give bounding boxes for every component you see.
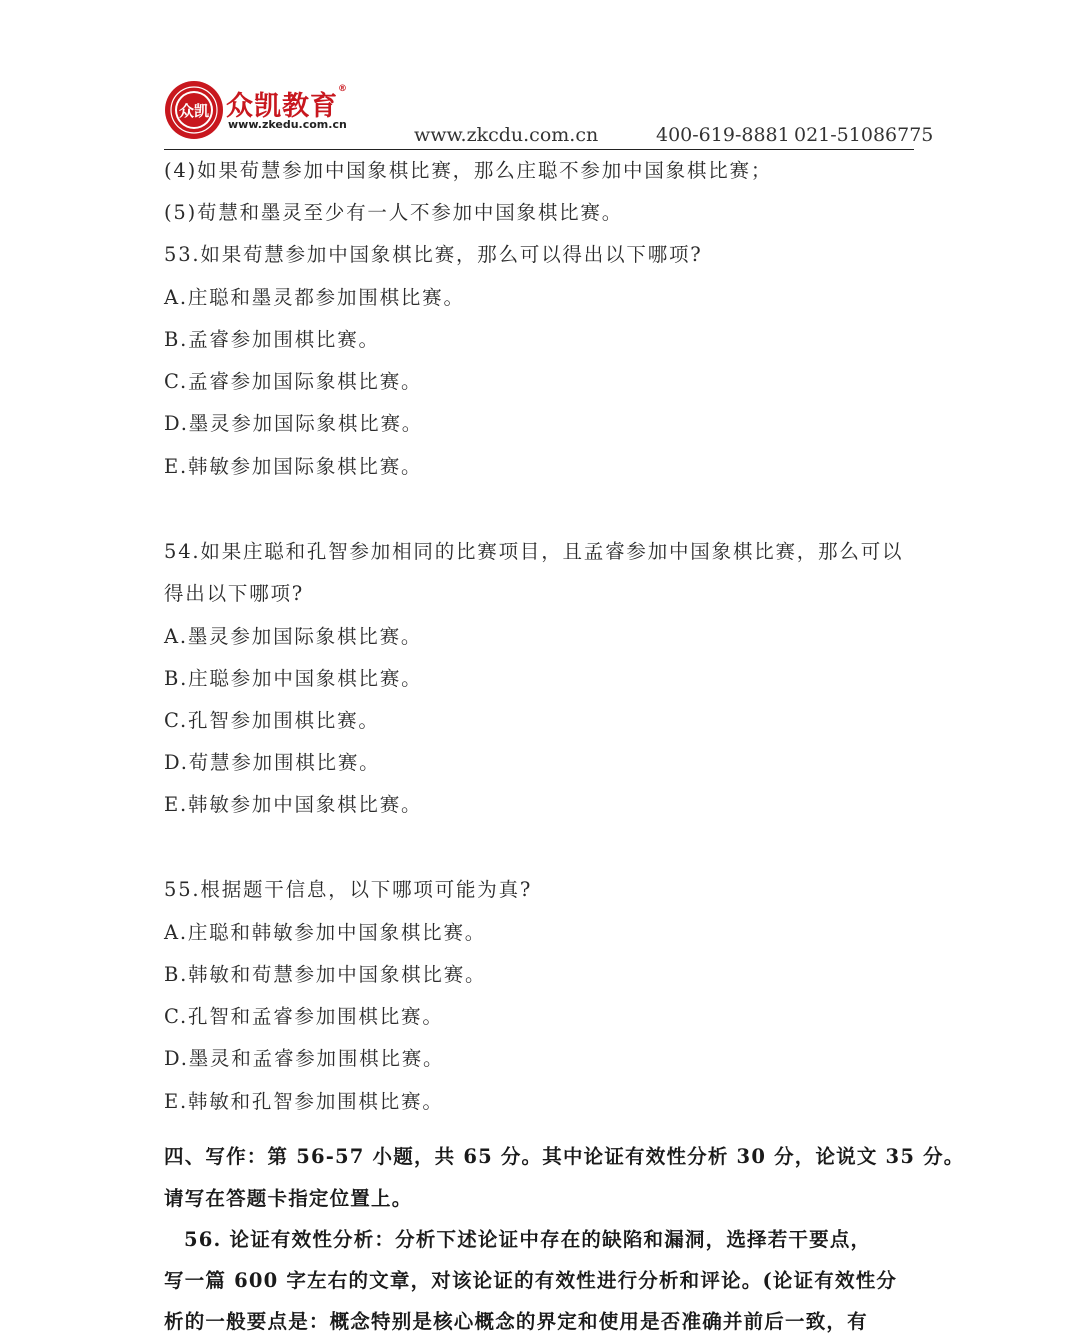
header-phone-1: 400-619-8881 (656, 124, 790, 146)
condition-4: (4)如果荀慧参加中国象棋比赛，那么庄聪不参加中国象棋比赛； (164, 159, 773, 182)
q54-option-e: E.韩敏参加中国象棋比赛。 (164, 793, 423, 816)
q54-option-d: D.荀慧参加围棋比赛。 (164, 751, 381, 774)
q54-option-b: B.庄聪参加中国象棋比赛。 (164, 667, 423, 690)
q54-option-c: C.孔智参加围棋比赛。 (164, 709, 380, 732)
question-54-line-2: 得出以下哪项? (164, 582, 305, 605)
section-4-instruction: 请写在答题卡指定位置上。 (164, 1187, 413, 1210)
condition-5: (5)荀慧和墨灵至少有一人不参加中国象棋比赛。 (164, 201, 624, 224)
q53-option-e: E.韩敏参加国际象棋比赛。 (164, 455, 423, 478)
q55-option-e: E.韩敏和孔智参加围棋比赛。 (164, 1090, 444, 1113)
brand-url: www.zkedu.com.cn (228, 118, 347, 131)
question-56-line-1: 56. 论证有效性分析：分析下述论证中存在的缺陷和漏洞，选择若干要点， (184, 1228, 872, 1251)
section-4-heading: 四、写作：第 56-57 小题，共 65 分。其中论证有效性分析 30 分，论说文 35 分。 (164, 1145, 965, 1168)
q54-option-a: A.墨灵参加国际象棋比赛。 (164, 625, 423, 648)
question-56-line-2: 写一篇 600 字左右的文章，对该论证的有效性进行分析和评论。(论证有效性分 (164, 1269, 898, 1292)
q55-option-d: D.墨灵和孟睿参加围棋比赛。 (164, 1047, 445, 1070)
registered-mark: ® (338, 84, 348, 94)
header-rule (164, 149, 914, 150)
question-55: 55.根据题干信息，以下哪项可能为真? (164, 878, 533, 901)
q53-option-c: C.孟睿参加国际象棋比赛。 (164, 370, 423, 393)
q55-option-b: B.韩敏和荀慧参加中国象棋比赛。 (164, 963, 487, 986)
header-website: www.zkcdu.com.cn (414, 124, 599, 146)
question-53: 53.如果荀慧参加中国象棋比赛，那么可以得出以下哪项? (164, 243, 703, 266)
header-phone-2: 021-51086775 (794, 124, 934, 146)
brand-name-text: 众凯教育 (226, 91, 338, 122)
q53-option-a: A.庄聪和墨灵都参加围棋比赛。 (164, 286, 465, 309)
zhongkai-logo-icon (164, 80, 224, 140)
q55-option-c: C.孔智和孟睿参加围棋比赛。 (164, 1005, 444, 1028)
question-56-line-3: 析的一般要点是：概念特别是核心概念的界定和使用是否准确并前后一致，有 (164, 1310, 868, 1333)
q53-option-b: B.孟睿参加围棋比赛。 (164, 328, 380, 351)
q53-option-d: D.墨灵参加国际象棋比赛。 (164, 412, 424, 435)
logo-text: 众凯 (178, 102, 210, 120)
q55-option-a: A.庄聪和韩敏参加中国象棋比赛。 (164, 921, 487, 944)
question-54-line-1: 54.如果庄聪和孔智参加相同的比赛项目，且孟睿参加中国象棋比赛，那么可以 (164, 540, 904, 563)
